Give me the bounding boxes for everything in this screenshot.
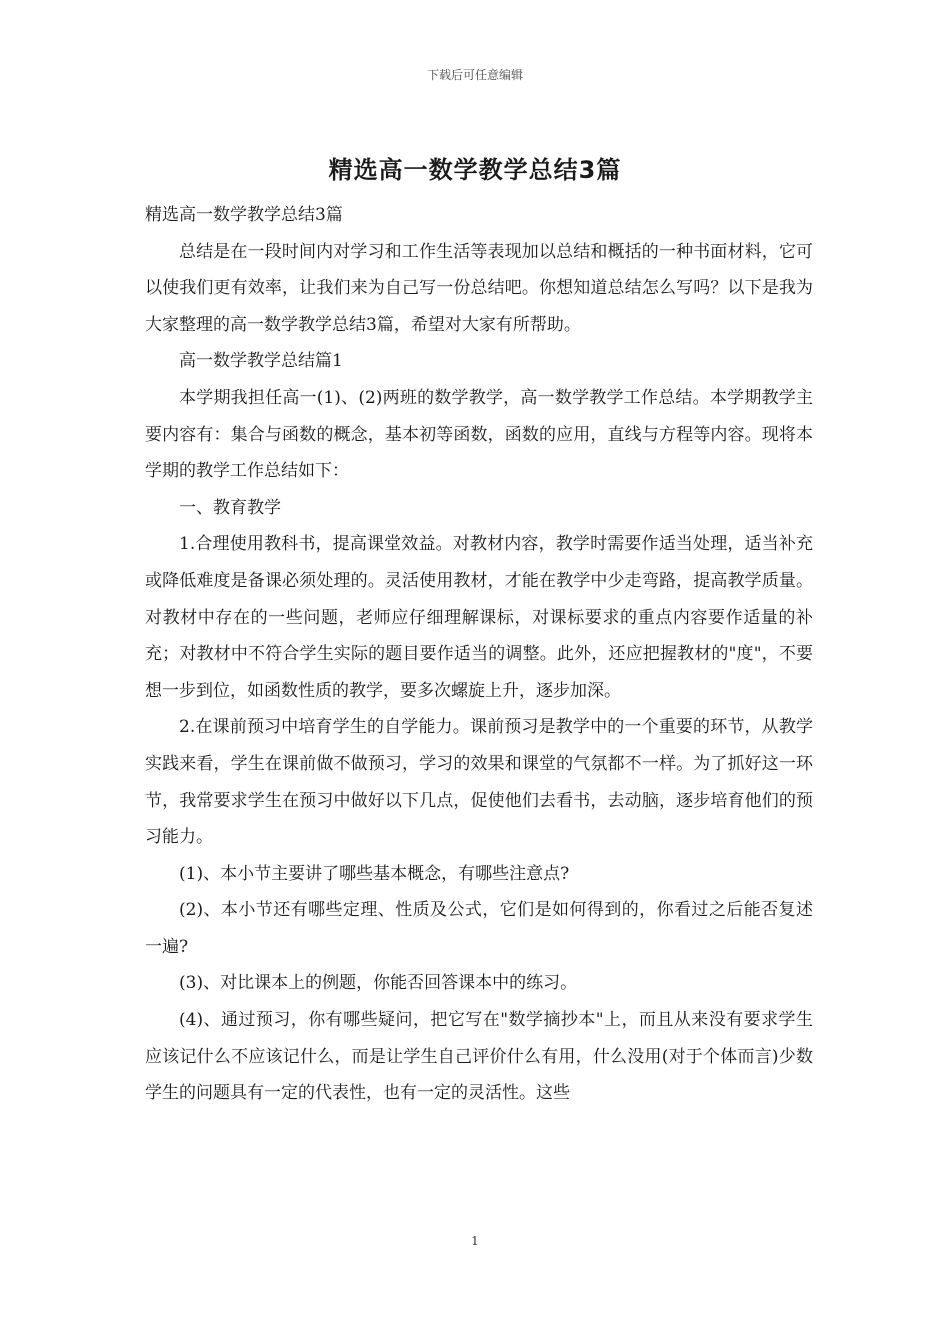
intro-paragraph: 总结是在一段时间内对学习和工作生活等表现加以总结和概括的一种书面材料，它可以使我们更有效率，让我们来为自己写一份总结吧。你想知道总结怎么写吗？以下是我为大家整理的高一数学教学总结3篇，希望对大家有所帮助。 <box>145 241 813 335</box>
body-paragraph: 2.在课前预习中培育学生的自学能力。课前预习是教学中的一个重要的环节，从教学实践来看，学生在课前做不做预习，学习的效果和课堂的气氛都不一样。为了抓好这一环节，我常要求学生在预习中做好以下几点，促使他们去看书，去动脑，逐步培育他们的预习能力。 <box>145 717 813 848</box>
body-paragraph: 本学期我担任高一(1)、(2)两班的数学教学，高一数学教学工作总结。本学期教学主要内容有：集合与函数的概念，基本初等函数，函数的应用，直线与方程等内容。现将本学期的教学工作总结如下： <box>145 387 813 482</box>
page-header-note: 下载后可任意编辑 <box>426 68 523 82</box>
subtitle-paragraph: 精选高一数学教学总结3篇 <box>145 205 343 225</box>
document-title: 精选高一数学教学总结3篇 <box>328 156 622 184</box>
section-heading: 一、教育教学 <box>179 497 281 518</box>
document-body <box>145 197 813 1112</box>
list-item: (4)、通过预习，你有哪些疑问，把它写在"数学摘抄本"上，而且从来没有要求学生应该记什么不应该记什么，而是让学生自己评价什么有用，什么没用(对于个体而言)少数学生的问题具有一定的代表性，也有一定的灵活性。这些 <box>145 1010 813 1104</box>
list-item: (2)、本小节还有哪些定理、性质及公式，它们是如何得到的，你看过之后能否复述一遍? <box>145 900 813 957</box>
section-heading: 高一数学教学总结篇1 <box>179 351 343 372</box>
page-number: 1 <box>471 1234 479 1248</box>
body-paragraph: 1.合理使用教科书，提高课堂效益。对教材内容，教学时需要作适当处理，适当补充或降低难度是备课必须处理的。灵活使用教材，才能在教学中少走弯路，提高教学质量。对教材中存在的一些问题，老师应仔细理解课标，对课标要求的重点内容要作适量的补充；对教材中不符合学生实际的题目要作适当的调整。此外，还应把握教材的"度"，不要想一步到位，如函数性质的教学，要多次螺旋上升，逐步加深。 <box>145 534 813 701</box>
list-item: (1)、本小节主要讲了哪些基本概念，有哪些注意点? <box>179 863 570 884</box>
list-item: (3)、对比课本上的例题，你能否回答课本中的练习。 <box>179 973 578 994</box>
